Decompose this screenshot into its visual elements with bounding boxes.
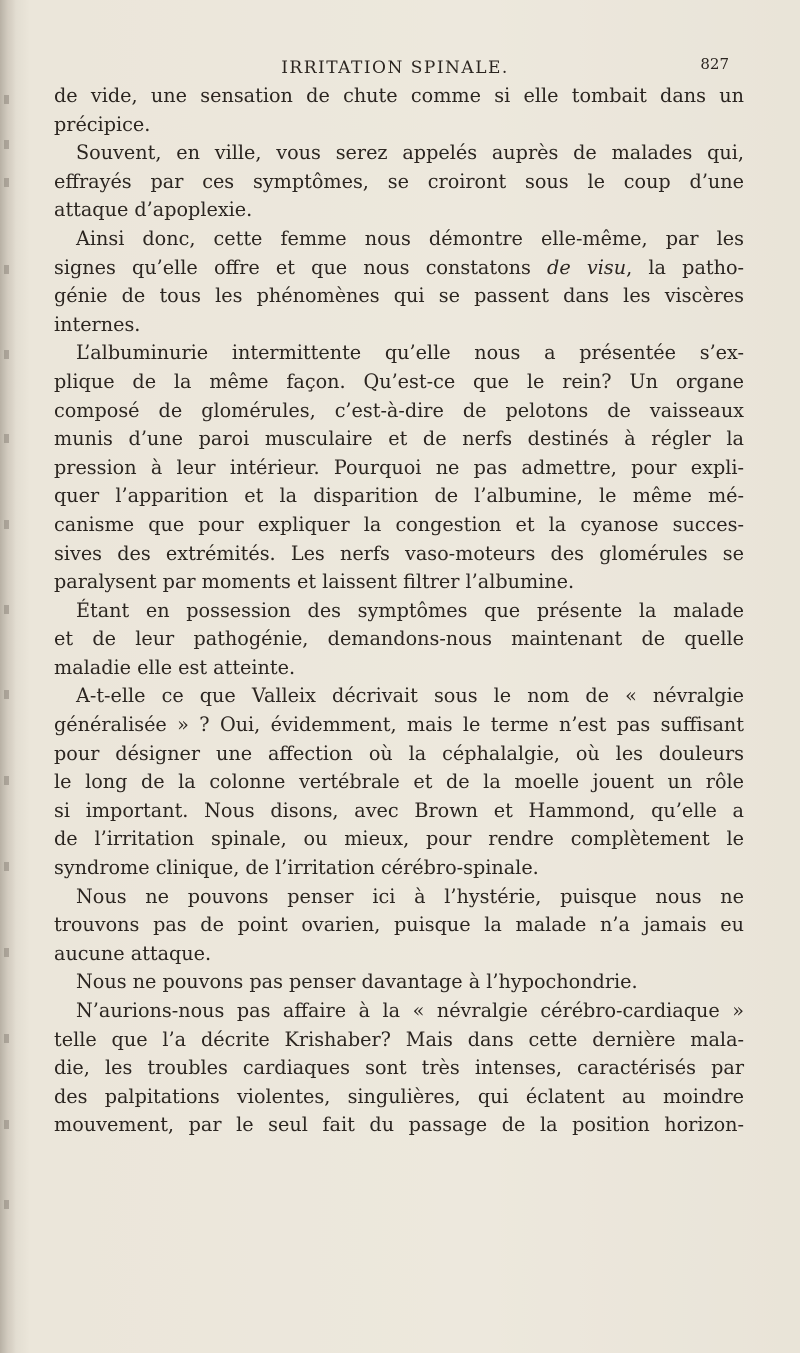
text-line: le long de la colonne vertébrale et de la moelle jouent un rôle — [54, 770, 744, 794]
text-line: L’albuminurie intermittente qu’elle nous a présentée s’ex- — [76, 341, 744, 365]
text-line: trouvons pas de point ovarien, puisque la malade n’a jamais eu — [54, 913, 744, 937]
text-line: pour désigner une affection où la céphalalgie, où les douleurs — [54, 741, 744, 765]
text-line: N’aurions-nous pas affaire à la « névralgie cérébro-cardiaque » — [76, 999, 744, 1022]
text-line: généralisée » ? Oui, évidemment, mais le terme n’est pas suffisant — [54, 713, 744, 737]
text-line: internes. — [54, 312, 141, 336]
text-line: canisme que pour expliquer la congestion et la cyanose succes- — [54, 512, 744, 536]
text-line: Nous ne pouvons pas penser davantage à l’hypochondrie. — [76, 970, 638, 994]
text-line: A-t-elle ce que Valleix décrivait sous le nom de « névralgie — [76, 684, 744, 708]
text-line: et de leur pathogénie, demandons-nous maintenant de quelle — [54, 627, 744, 651]
text-line: quer l’apparition et la disparition de l’albumine, le même mé- — [54, 484, 744, 508]
text-line: pression à leur intérieur. Pourquoi ne pas admettre, pour expli- — [54, 455, 744, 479]
text-line: telle que l’a décrite Krishaber? Mais dans cette dernière mala- — [54, 1027, 744, 1051]
text-line: si important. Nous disons, avec Brown et Hammond, qu’elle a — [54, 798, 744, 822]
text-line: effrayés par ces symptômes, se croiront sous le coup d’une — [54, 169, 744, 193]
text-line: syndrome clinique, de l’irritation cérébro-spinale. — [54, 856, 539, 880]
text-line: composé de glomérules, c’est-à-dire de pelotons de vaisseaux — [54, 398, 744, 422]
text-line: mouvement, par le seul fait du passage de la position horizon- — [54, 1113, 744, 1137]
text-line: de vide, une sensation de chute comme si elle tombait dans un — [54, 84, 744, 107]
text-line: sives des extrémités. Les nerfs vaso-moteurs des glomérules se — [54, 541, 744, 565]
text-line: Souvent, en ville, vous serez appelés auprès de malades qui, — [76, 141, 744, 165]
text-line: Étant en possession des symptômes que présente la malade — [76, 598, 744, 622]
text-line: de l’irritation spinale, ou mieux, pour rendre complètement le — [54, 827, 744, 851]
text-line: Nous ne pouvons penser ici à l’hystérie, puisque nous ne — [76, 884, 744, 908]
italic-phrase: de visu — [547, 255, 627, 279]
text-line: die, les troubles cardiaques sont très intenses, caractérisés par — [54, 1056, 744, 1080]
page-number: 827 — [700, 55, 729, 73]
text-line: Ainsi donc, cette femme nous démontre elle-même, par les — [76, 226, 744, 250]
text-line: aucune attaque. — [54, 941, 212, 965]
text-line: munis d’une paroi musculaire et de nerfs destinés à régler la — [54, 427, 744, 451]
text-line: maladie elle est atteinte. — [54, 655, 296, 679]
text-line: des palpitations violentes, singulières, qui éclatent au moindre — [54, 1084, 744, 1108]
body-text — [54, 82, 744, 1140]
text-line: précipice. — [54, 112, 151, 136]
text-line: génie de tous les phénomènes qui se passent dans les viscères — [54, 284, 744, 308]
text-line: attaque d’apoplexie. — [54, 198, 253, 222]
text-run: signes qu’elle offre et que nous constatons — [54, 255, 548, 279]
text-run: , la patho- — [626, 255, 745, 279]
page-binding-edge — [0, 0, 16, 1353]
text-line — [54, 254, 744, 283]
text-line: paralysent par moments et laissent filtrer l’albumine. — [54, 570, 575, 594]
running-title: IRRITATION SPINALE. — [281, 58, 509, 78]
running-head — [55, 55, 735, 83]
text-line: plique de la même façon. Qu’est-ce que le rein? Un organe — [54, 369, 744, 393]
